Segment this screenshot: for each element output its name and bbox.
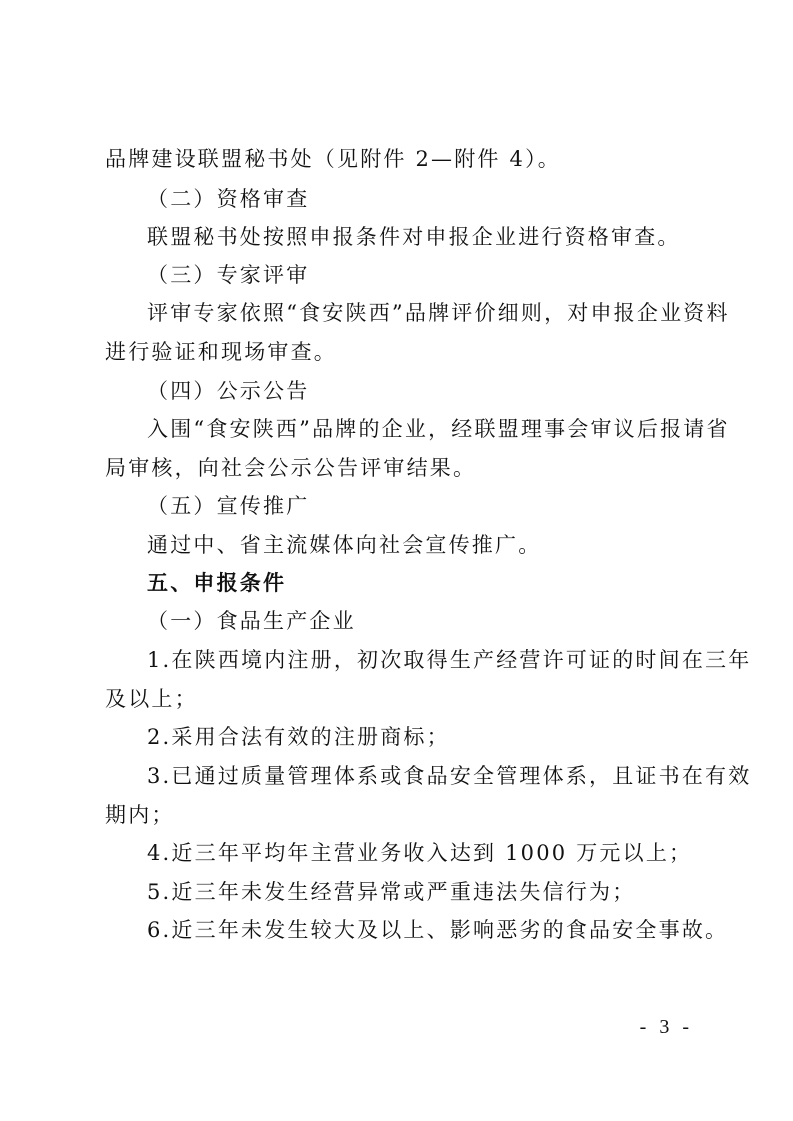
section-subheading: （二）资格审查 [147, 187, 310, 211]
paragraph-line: 期内； [105, 803, 175, 827]
section-subheading: （四）公示公告 [147, 379, 310, 403]
section-heading: 五、申报条件 [147, 571, 287, 595]
list-item: 3.已通过质量管理体系或食品安全管理体系，且证书在有效 [147, 764, 752, 788]
list-item: 2.采用合法有效的注册商标； [147, 725, 450, 749]
section-subheading: （三）专家评审 [147, 263, 310, 287]
paragraph-line: 及以上； [105, 687, 198, 711]
paragraph-line: 入围“食安陕西”品牌的企业，经联盟理事会审议后报请省 [147, 417, 730, 441]
list-item: 1.在陕西境内注册，初次取得生产经营许可证的时间在三年 [147, 648, 752, 672]
section-subheading: （五）宣传推广 [147, 494, 310, 518]
paragraph-line: 联盟秘书处按照申报条件对申报企业进行资格审查。 [147, 225, 681, 249]
list-item: 6.近三年未发生较大及以上、影响恶劣的食品安全事故。 [147, 918, 729, 942]
paragraph-line: 通过中、省主流媒体向社会宣传推广。 [147, 533, 542, 557]
list-item: 4.近三年平均年主营业务收入达到 1000 万元以上； [147, 841, 693, 865]
list-item: 5.近三年未发生经营异常或严重违法失信行为； [147, 880, 636, 904]
section-subheading: （一）食品生产企业 [147, 609, 356, 633]
page-number: - 3 - [639, 1016, 693, 1038]
paragraph-line: 品牌建设联盟秘书处（见附件 2—附件 4）。 [105, 147, 561, 171]
paragraph-line: 进行验证和现场审查。 [105, 340, 337, 364]
paragraph-line: 局审核，向社会公示公告评审结果。 [105, 456, 477, 480]
paragraph-line: 评审专家依照“食安陕西”品牌评价细则，对申报企业资料 [147, 301, 730, 325]
